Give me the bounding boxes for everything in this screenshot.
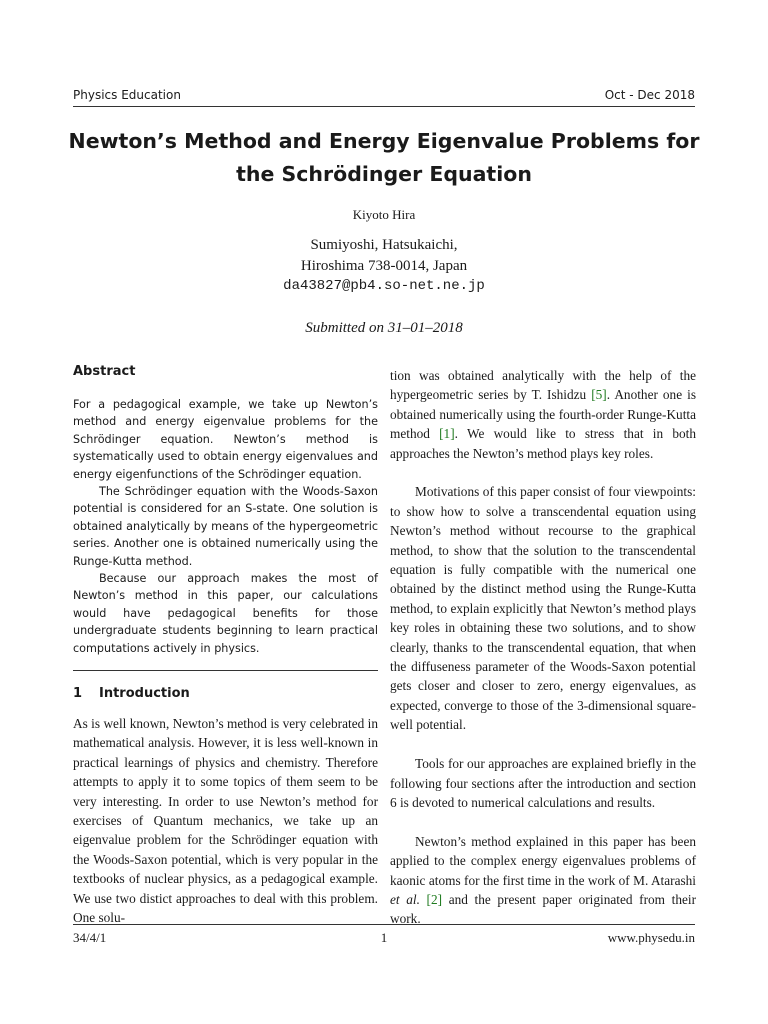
introduction-body bbox=[73, 714, 378, 927]
running-header bbox=[73, 88, 695, 105]
section-heading-introduction bbox=[73, 686, 378, 701]
right-paragraph-4 bbox=[390, 832, 696, 929]
issue-date: Oct - Dec 2018 bbox=[604, 88, 695, 102]
text-segment: and the present paper originated from their work. bbox=[390, 891, 696, 927]
abstract-paragraph-2: The Schrödinger equation with the Woods-Saxon potential is considered for an S-state. One solution is obtained analytically by means of the hypergeometric series. Another one is obtained numerically using the Runge-Kutta method. bbox=[73, 485, 378, 568]
footer-divider bbox=[73, 924, 695, 925]
affiliation-line-2: Hiroshima 738-0014, Japan bbox=[300, 258, 468, 274]
abstract-paragraph-3: Because our approach makes the most of Newton’s method in this paper, our calculations would have pedagogical benefits for those undergraduate students beginning to learn practical computations actively in physics. bbox=[73, 572, 378, 655]
author-name: Kiyoto Hira bbox=[352, 207, 416, 222]
abstract-paragraph-1: For a pedagogical example, we take up Newton’s method and energy eigenvalue problems for the Schrödinger equation. Newton’s method is systematically used to obtain energy eigenvalues and energy eigenfunctions of the Schrödinger equation. bbox=[73, 398, 378, 481]
abstract-divider bbox=[73, 670, 378, 671]
volume-number: 34/4/1 bbox=[73, 930, 107, 945]
abstract-heading: Abstract bbox=[73, 364, 136, 379]
right-paragraph-2: Motivations of this paper consist of four viewpoints: to show how to solve a transcendental equation using Newton’s method without recourse to the graphical method, to show that the solution to the transcendental equation is fully compatible with the numerical one obtained by the distinct method using the Runge-Kutta method, to explain explicitly that Newton’s method plays key roles in obtaining these two solutions, and to show clearly, thanks to the transcendental equation, that when the diffuseness parameter of the Woods-Saxon potential gets closer and closer to zero, energy eigenvalues, as expected, converge to those of the 3-dimensional square-well potential. bbox=[390, 484, 696, 733]
affiliation bbox=[0, 235, 768, 277]
text-segment: tion was obtained analytically with the help of the hypergeometric series by T. Ishidzu bbox=[390, 368, 696, 403]
page-number: 1 bbox=[380, 930, 388, 945]
abstract-body bbox=[73, 396, 378, 657]
et-al: et al. bbox=[390, 891, 420, 907]
introduction-paragraph-1: As is well known, Newton’s method is very celebrated in mathematical analysis. However, it is less well-known in practical learnings of physics and chemistry. Therefore attempts to apply it to some topics of them seem to be very interesting. In order to use Newton’s method for exercises of Quantum mechanics, we take up an eigenvalue problem for the Schrödinger equation with the Woods-Saxon potential, which is very popular in the textbooks of nuclear physics, as a pedagogical example. We use two distict approaches to deal with this problem. One solu- bbox=[73, 716, 378, 926]
right-paragraph-1 bbox=[390, 366, 696, 463]
text-segment: Newton’s method explained in this paper has been applied to the complex energy eigenvalues problems of kaonic atoms for the first time in the work of M. Atarashi bbox=[390, 833, 696, 888]
citation-link-2[interactable]: [2] bbox=[426, 891, 443, 907]
citation-link-5[interactable]: [5] bbox=[591, 387, 607, 403]
journal-name: Physics Education bbox=[73, 88, 181, 102]
section-title: Introduction bbox=[99, 686, 190, 701]
page-footer bbox=[73, 930, 695, 947]
citation-link-1[interactable]: [1] bbox=[439, 426, 455, 442]
text-segment: . Another one is obtained numerically using the fourth-order Runge-Kutta method bbox=[390, 387, 696, 442]
website-link[interactable]: www.physedu.in bbox=[607, 930, 695, 945]
section-number: 1 bbox=[73, 686, 83, 701]
right-column-body bbox=[390, 366, 696, 948]
paper-title: Newton’s Method and Energy Eigenvalue Problems for the Schrödinger Equation bbox=[68, 129, 700, 186]
header-divider bbox=[73, 106, 695, 107]
right-paragraph-3: Tools for our approaches are explained briefly in the following four sections after the introduction and section 6 is devoted to numerical calculations and results. bbox=[390, 756, 696, 810]
submitted-date: Submitted on 31–01–2018 bbox=[305, 320, 463, 336]
author-email[interactable]: da43827@pb4.so-net.ne.jp bbox=[283, 278, 485, 294]
affiliation-line-1: Sumiyoshi, Hatsukaichi, bbox=[310, 237, 458, 253]
text-segment: . We would like to stress that in both approaches the Newton’s method plays key roles. bbox=[390, 426, 696, 461]
